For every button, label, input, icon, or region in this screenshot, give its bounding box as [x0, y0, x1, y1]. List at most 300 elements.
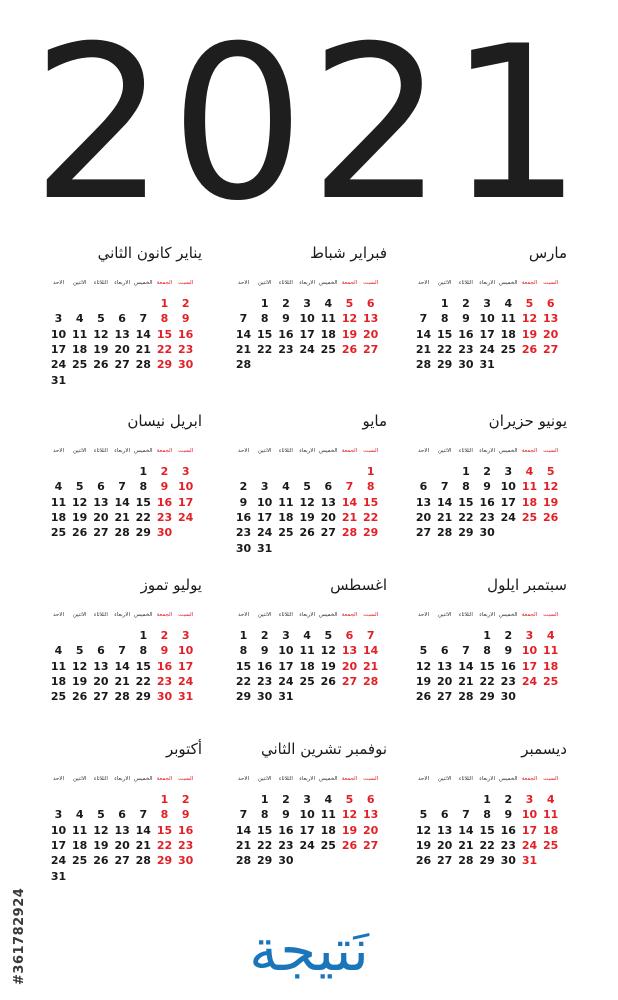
day-cell: 20 [93, 510, 109, 524]
day-cell: 13 [543, 312, 559, 326]
day-cell: 25 [543, 674, 559, 688]
day-cell: 11 [299, 644, 315, 658]
weekday-header [413, 774, 573, 784]
day-cell: 30 [257, 690, 273, 704]
weekday-header [413, 278, 573, 288]
weekday-label: الاربعاء [479, 280, 495, 286]
day-cell: 17 [299, 823, 315, 837]
day-cell: 28 [341, 526, 358, 540]
weekday-label: الثلاثاء [458, 448, 473, 454]
day-cell: 13 [363, 808, 379, 822]
day-cell: 3 [282, 629, 290, 642]
day-cell: 6 [366, 793, 375, 806]
day-cell: 6 [118, 808, 126, 822]
month-title: سبتمبر ايلول [487, 576, 567, 594]
day-cell: 13 [93, 659, 109, 673]
day-cell: 9 [181, 808, 190, 822]
day-cell: 26 [93, 358, 109, 372]
day-cell: 26 [93, 854, 109, 868]
day-cell: 31 [479, 358, 495, 372]
day-cell: 23 [500, 838, 516, 852]
day-cell: 14 [437, 495, 453, 509]
day-cell: 11 [521, 480, 538, 494]
weekday-label: الخميس [318, 776, 338, 782]
day-cell: 21 [363, 659, 379, 673]
day-cell: 25 [543, 838, 559, 852]
day-cell: 5 [75, 644, 84, 658]
weekday-label: الاثنين [437, 448, 452, 454]
month-title: يوليو تموز [140, 576, 202, 594]
day-cell: 20 [437, 838, 453, 852]
day-cell: 19 [521, 327, 538, 341]
month-title: فبراير شباط [310, 244, 387, 262]
day-cell: 23 [178, 342, 194, 356]
day-cell: 21 [341, 510, 358, 524]
day-cell: 16 [156, 495, 173, 509]
day-cell: 3 [181, 465, 190, 478]
weekday-label: السبت [363, 280, 379, 286]
day-cell: 3 [54, 808, 63, 822]
weekday-label: الثلاثاء [278, 280, 293, 286]
day-cell: 29 [363, 526, 379, 540]
day-cell: 21 [235, 838, 252, 852]
day-cell: 5 [525, 297, 534, 310]
day-cell: 29 [479, 690, 495, 704]
month-block [413, 576, 573, 726]
day-cell: 26 [72, 526, 88, 540]
day-cell: 14 [235, 327, 252, 341]
day-cell: 15 [235, 659, 252, 673]
month-title: نوفمبر تشرين الثاني [260, 740, 387, 758]
month-title: مارس [528, 244, 567, 262]
month-title: اغسطس [330, 576, 387, 594]
day-cell: 24 [521, 674, 538, 688]
day-cell: 21 [114, 510, 130, 524]
day-cell: 3 [54, 312, 63, 326]
day-cell: 2 [160, 629, 169, 642]
day-cell: 4 [75, 312, 84, 326]
weekday-label: الثلاثاء [458, 612, 473, 618]
day-cell: 15 [135, 495, 151, 509]
day-cell: 24 [299, 838, 315, 852]
month-title: مايو [362, 412, 387, 430]
day-cell: 13 [341, 644, 358, 658]
day-cell: 5 [97, 808, 105, 822]
day-cell: 4 [324, 297, 333, 310]
day-cell: 22 [257, 342, 273, 356]
weekday-label: الاربعاء [299, 280, 315, 286]
day-cell: 25 [50, 526, 67, 540]
day-cell: 30 [235, 541, 252, 555]
day-cell: 4 [303, 629, 311, 642]
weekday-label: السبت [543, 776, 559, 782]
day-cell: 26 [521, 342, 538, 356]
day-cell: 28 [437, 526, 453, 540]
month-block [48, 412, 208, 562]
day-cell: 19 [415, 674, 432, 688]
day-cell: 1 [462, 465, 470, 478]
weekday-label: الجمعة [156, 280, 173, 286]
day-cell: 17 [479, 327, 495, 341]
weekday-header [48, 446, 208, 456]
month-block [233, 412, 393, 562]
day-cell: 7 [419, 312, 428, 326]
day-cell: 30 [156, 690, 173, 704]
day-cell: 12 [93, 327, 109, 341]
day-cell: 26 [415, 854, 432, 868]
day-cell: 11 [500, 312, 516, 326]
day-cell: 25 [50, 690, 67, 704]
weekday-label: الاثنين [72, 776, 87, 782]
weekday-label: السبت [543, 448, 559, 454]
day-cell: 24 [50, 854, 67, 868]
day-cell: 16 [500, 659, 516, 673]
day-cell: 25 [320, 342, 336, 356]
day-cell: 23 [156, 674, 173, 688]
brand-logo: نَتيجة [249, 916, 369, 984]
day-cell: 6 [419, 480, 428, 494]
day-cell: 24 [178, 510, 194, 524]
day-cell: 9 [160, 480, 169, 494]
day-cell: 28 [114, 690, 130, 704]
day-cell: 12 [415, 659, 432, 673]
day-cell: 13 [437, 823, 453, 837]
weekday-label: الثلاثاء [93, 776, 108, 782]
weekday-label: الجمعة [156, 612, 173, 618]
day-cell: 6 [366, 297, 375, 310]
day-cell: 28 [135, 854, 151, 868]
day-cell: 18 [500, 327, 516, 341]
day-cell: 21 [114, 674, 130, 688]
day-cell: 8 [483, 644, 491, 658]
weekday-label: الاحد [238, 776, 249, 782]
day-cell: 5 [75, 480, 84, 494]
day-cell: 29 [235, 690, 252, 704]
day-cell: 6 [324, 480, 333, 494]
month-block [48, 740, 208, 890]
weekday-label: الاربعاء [479, 776, 495, 782]
day-cell: 28 [415, 358, 432, 372]
day-cell: 2 [260, 629, 269, 642]
day-cell: 4 [546, 793, 555, 806]
day-cell: 5 [419, 808, 428, 822]
weekday-label: السبت [363, 612, 379, 618]
day-cell: 14 [458, 659, 474, 673]
day-cell: 25 [72, 854, 88, 868]
day-cell: 20 [437, 674, 453, 688]
day-cell: 9 [462, 312, 470, 326]
weekday-header [48, 774, 208, 784]
weekday-label: الاثنين [257, 448, 272, 454]
day-cell: 17 [257, 510, 273, 524]
day-cell: 12 [320, 644, 336, 658]
day-cell: 6 [440, 644, 449, 658]
day-cell: 8 [440, 312, 449, 326]
weekday-label: الثلاثاء [93, 448, 108, 454]
month-block [413, 244, 573, 394]
weekday-label: الاثنين [257, 776, 272, 782]
weekday-label: الخميس [318, 280, 338, 286]
day-cell: 12 [543, 480, 559, 494]
weekday-label: الخميس [133, 280, 153, 286]
month-title: ديسمبر [521, 740, 567, 758]
day-cell: 16 [156, 659, 173, 673]
day-cell: 7 [462, 808, 470, 822]
day-cell: 13 [363, 312, 379, 326]
day-cell: 17 [299, 327, 315, 341]
day-cell: 14 [114, 495, 130, 509]
day-cell: 14 [341, 495, 358, 509]
day-cell: 26 [320, 674, 336, 688]
day-cell: 18 [50, 510, 67, 524]
day-cell: 10 [521, 644, 538, 658]
day-cell: 15 [257, 823, 273, 837]
day-cell: 20 [363, 823, 379, 837]
weekday-label: الاربعاء [299, 448, 315, 454]
weekday-label: الاربعاء [114, 776, 130, 782]
month-title: يونيو حزيران [488, 412, 567, 430]
day-cell: 29 [135, 690, 151, 704]
day-cell: 17 [178, 495, 194, 509]
day-cell: 23 [178, 838, 194, 852]
day-cell: 23 [500, 674, 516, 688]
day-cell: 1 [483, 793, 491, 806]
day-cell: 5 [345, 297, 354, 310]
day-cell: 29 [257, 854, 273, 868]
weekday-label: الاثنين [437, 280, 452, 286]
day-cell: 6 [546, 297, 555, 310]
day-cell: 1 [139, 629, 148, 642]
weekday-header [48, 610, 208, 620]
day-cell: 8 [160, 808, 169, 822]
weekday-label: السبت [543, 280, 559, 286]
day-cell: 18 [278, 510, 294, 524]
day-cell: 17 [500, 495, 516, 509]
day-cell: 18 [320, 823, 336, 837]
day-cell: 5 [546, 465, 555, 478]
year-heading: 2021 [31, 0, 587, 247]
day-cell: 5 [345, 793, 354, 806]
weekday-label: الاحد [53, 776, 64, 782]
month-block [48, 244, 208, 394]
day-cell: 18 [521, 495, 538, 509]
day-cell: 20 [114, 342, 130, 356]
day-cell: 16 [479, 495, 495, 509]
day-cell: 29 [156, 854, 173, 868]
day-cell: 9 [483, 480, 491, 494]
day-cell: 23 [479, 510, 495, 524]
day-cell: 15 [437, 327, 453, 341]
weekday-label: الاربعاء [479, 612, 495, 618]
day-cell: 16 [235, 510, 252, 524]
weekday-label: الجمعة [156, 448, 173, 454]
day-cell: 6 [440, 808, 449, 822]
day-cell: 7 [239, 312, 248, 326]
day-cell: 5 [303, 480, 311, 494]
weekday-label: الاحد [418, 280, 429, 286]
weekday-label: الثلاثاء [458, 776, 473, 782]
day-cell: 28 [458, 690, 474, 704]
weekday-header [233, 446, 393, 456]
weekday-label: الاربعاء [114, 280, 130, 286]
weekday-label: الاربعاء [299, 612, 315, 618]
day-cell: 9 [160, 644, 169, 658]
weekday-label: الجمعة [521, 280, 538, 286]
day-cell: 21 [135, 342, 151, 356]
day-cell: 18 [72, 342, 88, 356]
day-cell: 12 [521, 312, 538, 326]
weekday-header [233, 610, 393, 620]
day-cell: 6 [118, 312, 126, 326]
day-cell: 22 [235, 674, 252, 688]
day-cell: 7 [239, 808, 248, 822]
day-cell: 2 [483, 465, 491, 478]
weekday-label: الخميس [133, 612, 153, 618]
day-cell: 4 [282, 480, 290, 494]
weekday-label: الخميس [318, 612, 338, 618]
day-cell: 3 [303, 297, 311, 310]
day-cell: 17 [178, 659, 194, 673]
day-cell: 21 [415, 342, 432, 356]
day-cell: 23 [257, 674, 273, 688]
day-cell: 15 [156, 823, 173, 837]
day-cell: 18 [543, 823, 559, 837]
day-cell: 7 [139, 312, 148, 326]
day-cell: 19 [341, 327, 358, 341]
day-cell: 3 [181, 629, 190, 642]
day-cell: 1 [260, 793, 269, 806]
day-cell: 12 [72, 659, 88, 673]
day-cell: 19 [72, 510, 88, 524]
day-cell: 18 [543, 659, 559, 673]
weekday-label: الجمعة [156, 776, 173, 782]
day-cell: 10 [50, 823, 67, 837]
day-cell: 17 [278, 659, 294, 673]
month-block [48, 576, 208, 726]
weekday-label: الثلاثاء [278, 448, 293, 454]
day-cell: 13 [415, 495, 432, 509]
day-cell: 31 [521, 854, 538, 868]
weekday-label: الاحد [238, 280, 249, 286]
weekday-label: الجمعة [521, 448, 538, 454]
weekday-label: الثلاثاء [93, 280, 108, 286]
weekday-label: الاربعاء [114, 448, 130, 454]
weekday-label: السبت [543, 612, 559, 618]
day-cell: 3 [260, 480, 269, 494]
day-cell: 11 [72, 823, 88, 837]
day-cell: 16 [458, 327, 474, 341]
day-cell: 15 [156, 327, 173, 341]
day-cell: 4 [75, 808, 84, 822]
day-cell: 7 [462, 644, 470, 658]
day-cell: 19 [415, 838, 432, 852]
weekday-header [413, 446, 573, 456]
day-cell: 27 [415, 526, 432, 540]
weekday-label: الجمعة [341, 448, 358, 454]
day-cell: 31 [257, 541, 273, 555]
day-cell: 24 [500, 510, 516, 524]
day-cell: 12 [341, 312, 358, 326]
day-cell: 25 [320, 838, 336, 852]
day-cell: 27 [437, 690, 453, 704]
day-cell: 23 [278, 838, 294, 852]
month-title: ابريل نيسان [127, 412, 202, 430]
day-cell: 28 [135, 358, 151, 372]
day-cell: 16 [178, 327, 194, 341]
weekday-label: الخميس [498, 448, 518, 454]
day-cell: 3 [303, 793, 311, 806]
day-cell: 3 [525, 793, 534, 806]
day-cell: 29 [135, 526, 151, 540]
day-cell: 2 [504, 629, 513, 642]
day-cell: 8 [239, 644, 248, 658]
day-cell: 10 [278, 644, 294, 658]
day-cell: 29 [437, 358, 453, 372]
day-cell: 23 [278, 342, 294, 356]
day-cell: 8 [260, 808, 269, 822]
day-cell: 22 [437, 342, 453, 356]
weekday-label: الاربعاء [299, 776, 315, 782]
day-cell: 9 [260, 644, 269, 658]
day-cell: 13 [114, 327, 130, 341]
day-cell: 22 [363, 510, 379, 524]
weekday-label: السبت [178, 776, 194, 782]
weekday-label: الجمعة [341, 612, 358, 618]
day-cell: 21 [235, 342, 252, 356]
day-cell: 22 [135, 674, 151, 688]
day-cell: 4 [525, 465, 534, 478]
day-cell: 22 [156, 342, 173, 356]
day-cell: 27 [543, 342, 559, 356]
day-cell: 28 [363, 674, 379, 688]
day-cell: 10 [299, 808, 315, 822]
day-cell: 16 [178, 823, 194, 837]
day-cell: 16 [257, 659, 273, 673]
day-cell: 18 [299, 659, 315, 673]
day-cell: 21 [135, 838, 151, 852]
day-cell: 11 [278, 495, 294, 509]
day-cell: 21 [437, 510, 453, 524]
day-cell: 1 [366, 465, 375, 478]
day-cell: 28 [458, 854, 474, 868]
day-cell: 14 [114, 659, 130, 673]
weekday-label: الاثنين [257, 612, 272, 618]
day-cell: 16 [278, 823, 294, 837]
day-cell: 10 [521, 808, 538, 822]
day-cell: 21 [458, 674, 474, 688]
day-cell: 30 [500, 690, 516, 704]
weekday-label: الخميس [133, 776, 153, 782]
day-cell: 19 [93, 342, 109, 356]
day-cell: 4 [324, 793, 333, 806]
day-cell: 30 [458, 358, 474, 372]
day-cell: 11 [320, 312, 336, 326]
weekday-label: الثلاثاء [278, 776, 293, 782]
day-cell: 10 [257, 495, 273, 509]
weekday-label: الاثنين [72, 612, 87, 618]
day-cell: 15 [135, 659, 151, 673]
day-cell: 26 [72, 690, 88, 704]
weekday-label: الاحد [418, 776, 429, 782]
day-cell: 1 [139, 465, 148, 478]
day-cell: 7 [440, 480, 449, 494]
weekday-label: الثلاثاء [458, 280, 473, 286]
day-cell: 22 [458, 510, 474, 524]
day-cell: 15 [479, 659, 495, 673]
weekday-label: الاحد [238, 612, 249, 618]
day-cell: 11 [543, 644, 559, 658]
month-title: أكتوبر [165, 740, 202, 758]
